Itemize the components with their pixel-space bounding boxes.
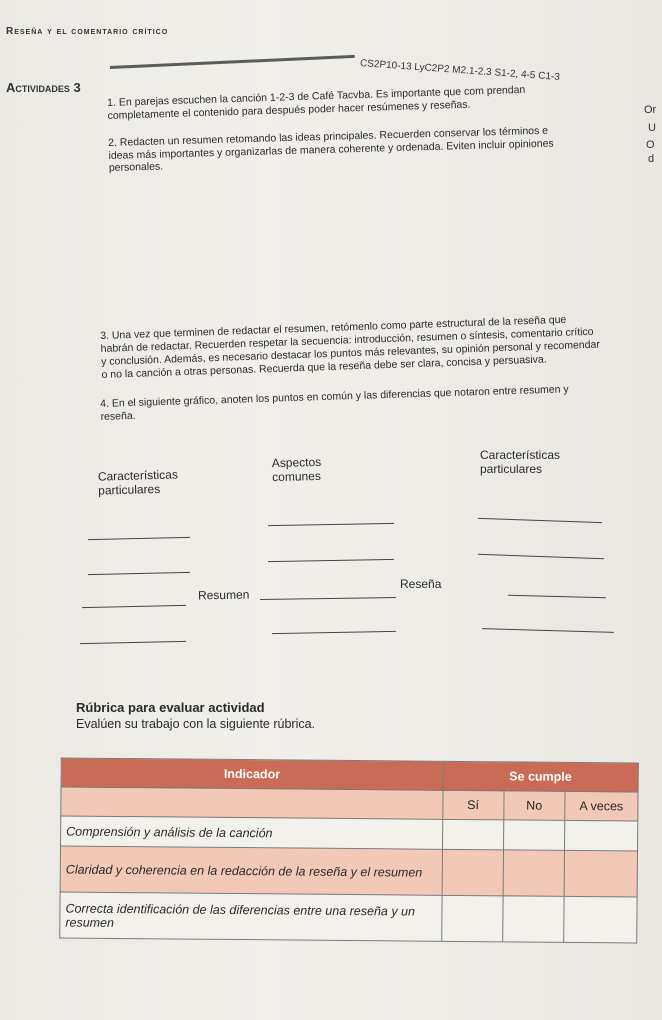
rubric-title: Rúbrica para evaluar actividad — [76, 700, 265, 715]
answer-blank[interactable] — [478, 518, 602, 523]
resena-label: Reseña — [400, 577, 442, 591]
rubric-row-1: Comprensión y análisis de la canción — [61, 816, 443, 849]
check-cell[interactable] — [564, 820, 637, 851]
side-letter-2: U — [648, 122, 656, 134]
section-header: Reseña y el comentario crítico — [6, 26, 169, 37]
instruction-2: 2. Redacten un resumen retomando las ideas principales. Recuerden conservar los términos e ideas más importantes y organizarlas de manera coherente y ordenada. Eviten incluir opiniones personales. — [108, 124, 554, 175]
activity-title: Actividades 3 — [6, 80, 81, 95]
cumple-header: Se cumple — [443, 761, 639, 792]
rubric-subtitle: Evalúen su trabajo con la siguiente rúbrica. — [76, 717, 316, 731]
answer-blank[interactable] — [82, 605, 186, 608]
option-no: No — [504, 791, 565, 821]
answer-blank[interactable] — [508, 595, 606, 599]
answer-blank[interactable] — [88, 572, 190, 575]
indicator-header: Indicador — [61, 758, 443, 790]
instruction-4: 4. En el siguiente gráfico, anoten los puntos en común y las diferencias que notaron entre resumen y reseña. — [100, 383, 569, 423]
answer-blank[interactable] — [482, 628, 614, 633]
rubric-row-2: Claridad y coherencia en la redacción de la reseña y el resumen — [60, 846, 442, 895]
side-letter-3: O — [646, 139, 655, 151]
left-label: Características particulares — [97, 467, 179, 498]
answer-blank[interactable] — [478, 554, 604, 559]
option-a-veces: A veces — [565, 791, 638, 821]
check-cell[interactable] — [503, 820, 564, 851]
answer-blank[interactable] — [88, 537, 190, 540]
resumen-label: Resumen — [197, 587, 250, 603]
answer-blank[interactable] — [260, 597, 396, 600]
instruction-1: 1. En parejas escuchen la canción 1-2-3 de Café Tacvba. Es importante que com prendan completamente el contenido para después poder hacer resúmenes y reseñas. — [107, 83, 526, 122]
title-rule — [110, 55, 355, 69]
check-cell[interactable] — [442, 849, 503, 896]
indicator-subheader — [61, 787, 443, 819]
instruction-3: 3. Una vez que terminen de redactar el resumen, retómenlo como parte estructural de la reseña que habrán de redactar. Recuerden respetar la secuencia: introducción, resumen o síntesis, comentario crítico y conclusión. Además, es necesario destacar los puntos más relevantes, su opinión personal y recomendar o no la canción a otras personas. Recuerda que la reseña debe ser clara, concisa y persuasiva. — [100, 313, 601, 381]
check-cell[interactable] — [503, 850, 564, 897]
check-cell[interactable] — [442, 819, 503, 850]
center-label: Aspectos comunes — [271, 454, 322, 485]
answer-blank[interactable] — [268, 559, 394, 562]
curriculum-codes: CS2P10-13 LyC2P2 M2.1-2.3 S1-2, 4-5 C1-3 — [359, 58, 561, 83]
side-letter-4: d — [648, 153, 655, 165]
check-cell[interactable] — [564, 896, 638, 943]
rubric-row-3: Correcta identificación de las diferencias entre una reseña y un resumen — [60, 892, 442, 941]
right-label: Características particulares — [480, 448, 561, 476]
answer-blank[interactable] — [80, 641, 186, 644]
check-cell[interactable] — [502, 896, 563, 943]
check-cell[interactable] — [564, 850, 638, 897]
check-cell[interactable] — [441, 895, 502, 942]
side-letter-1: Or — [644, 104, 657, 116]
rubric-table — [59, 757, 639, 943]
option-si: Sí — [442, 790, 503, 820]
answer-blank[interactable] — [272, 631, 396, 634]
answer-blank[interactable] — [268, 523, 394, 526]
